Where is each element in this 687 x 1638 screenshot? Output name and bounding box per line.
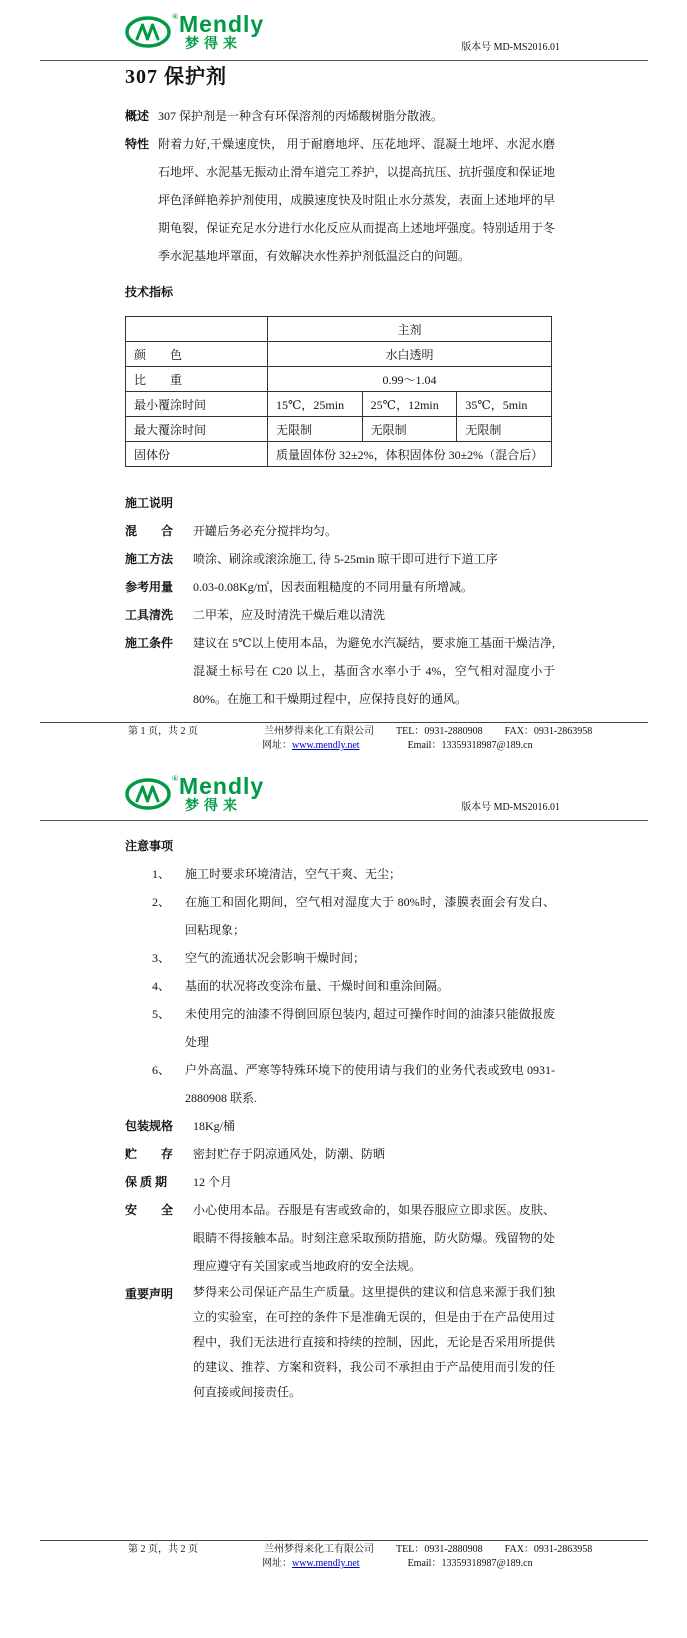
construction-item-label: 施工方法 bbox=[125, 552, 174, 566]
table-cell: 无限制 bbox=[362, 417, 457, 442]
fax-label: FAX：0931-2863958 bbox=[504, 726, 593, 737]
note-number: 2、 bbox=[152, 895, 171, 909]
feature-label: 特性 bbox=[125, 137, 150, 151]
tel-label: TEL：0931-2880908 bbox=[396, 1544, 483, 1555]
note-text: 基面的状况将改变涂布量、干燥时间和重涂间隔。 bbox=[185, 979, 450, 993]
table-cell: 35℃，5min bbox=[457, 392, 552, 417]
tech-spec-heading: 技术指标 bbox=[125, 285, 174, 299]
note-number: 3、 bbox=[152, 951, 171, 965]
table-row bbox=[126, 442, 552, 467]
tech-spec-table bbox=[125, 316, 552, 467]
registered-mark-icon: ® bbox=[172, 12, 178, 21]
construction-item bbox=[125, 545, 555, 573]
note-item bbox=[125, 888, 555, 944]
construction-item bbox=[125, 601, 555, 629]
header-divider bbox=[40, 60, 648, 61]
brand-name-cn: 梦得来 bbox=[184, 37, 242, 52]
important-statement bbox=[125, 1280, 555, 1405]
spec-item bbox=[125, 1196, 555, 1280]
footer-line-1 bbox=[40, 1543, 648, 1557]
overview-row bbox=[125, 102, 555, 130]
website-label: 网址： bbox=[262, 1558, 292, 1569]
spec-item bbox=[125, 1140, 555, 1168]
brand-name-cn: 梦得来 bbox=[184, 799, 242, 814]
document-page-1 bbox=[0, 0, 687, 768]
fax-label: FAX：0931-2863958 bbox=[504, 1544, 593, 1555]
construction-item bbox=[125, 517, 555, 545]
brand-name-en: Mendly bbox=[178, 11, 265, 37]
spec-label: 包装规格 bbox=[125, 1119, 174, 1133]
construction-heading: 施工说明 bbox=[125, 496, 174, 510]
note-text: 未使用完的油漆不得倒回原包装内, 超过可操作时间的油漆只能做报废处理 bbox=[185, 1007, 555, 1049]
note-text: 在施工和固化期间，空气相对湿度大于 80%时，漆膜表面会有发白、回粘现象； bbox=[185, 895, 555, 937]
spec-item bbox=[125, 1168, 555, 1196]
spec-text: 梦得来公司保证产品生产质量。这里提供的建议和信息来源于我们独立的实验室，在可控的条件下是准确无误的，但是由于在产品使用过程中，我们无法进行直接和持续的控制，因此，无论是否采用所提供的建议、推荐、方案和资料，我公司不承担由于产品使用而引发的任何直接或间接责任。 bbox=[193, 1285, 555, 1399]
feature-text: 附着力好,干燥速度快， 用于耐磨地坪、压花地坪、混凝土地坪、水泥水磨石地坪、水泥基无振动止滑车道完工养护，以提高抗压、抗折强度和保证地坪色泽鲜艳养护剂使用，成膜速度快及时阻止水分蒸发，表面上述地坪的早期龟裂，保证充足水分进行水化反应从而提高上述地坪强度。特别适用于冬季水泥基地坪罩面，有效解决水性养护剂低温泛白的问题。 bbox=[158, 137, 555, 263]
table-cell: 无限制 bbox=[457, 417, 552, 442]
email-label: Email：13359318987@189.cn bbox=[407, 740, 533, 751]
table-cell: 15℃，25min bbox=[268, 392, 363, 417]
company-name: 兰州梦得来化工有限公司 bbox=[264, 1544, 374, 1555]
table-cell: 无限制 bbox=[268, 417, 363, 442]
construction-item bbox=[125, 573, 555, 601]
spec-text: 12 个月 bbox=[193, 1175, 233, 1189]
website-link[interactable]: www.mendly.net bbox=[292, 740, 360, 751]
website-link[interactable]: www.mendly.net bbox=[292, 1558, 360, 1569]
table-row bbox=[126, 367, 552, 392]
website-label: 网址： bbox=[262, 740, 292, 751]
table-cell: 质量固体份 32±2%，体积固体份 30±2%（混合后） bbox=[268, 442, 552, 467]
page2-footer bbox=[40, 1540, 648, 1571]
footer-line-2 bbox=[40, 739, 648, 753]
spec-text: 小心使用本品。吞服是有害或致命的，如果吞服应立即求医。皮肤、眼睛不得接触本品。时刻注意采取预防措施，防火防爆。残留物的处理应遵守有关国家或当地政府的安全法规。 bbox=[193, 1203, 555, 1273]
company-name: 兰州梦得来化工有限公司 bbox=[264, 726, 374, 737]
overview-label: 概述 bbox=[125, 109, 150, 123]
note-text: 施工时要求环境清洁，空气干爽、无尘； bbox=[185, 867, 402, 881]
header-divider bbox=[40, 820, 648, 821]
note-item bbox=[125, 1056, 555, 1112]
footer-line-1 bbox=[40, 725, 648, 739]
construction-item-label: 施工条件 bbox=[125, 636, 174, 650]
table-cell: 0.99～1.04 bbox=[268, 367, 552, 392]
mendly-logo-icon bbox=[125, 778, 171, 810]
note-item bbox=[125, 860, 555, 888]
document-page-2 bbox=[0, 768, 687, 1638]
feature-row bbox=[125, 130, 555, 270]
brand-logo bbox=[125, 13, 264, 52]
spec-text: 密封贮存于阴凉通风处，防潮、防晒 bbox=[193, 1147, 386, 1161]
email-label: Email：13359318987@189.cn bbox=[407, 1558, 533, 1569]
overview-text: 307 保护剂是一种含有环保溶剂的丙烯酸树脂分散液。 bbox=[158, 109, 444, 123]
construction-item-text: 喷涂、刷涂或滚涂施工, 待 5-25min 晾干即可进行下道工序 bbox=[193, 552, 498, 566]
note-text: 户外高温、严寒等特殊环境下的使用请与我们的业务代表或致电 0931-2880908 联系. bbox=[185, 1063, 555, 1105]
table-row-label: 最大覆涂时间 bbox=[126, 417, 268, 442]
table-row-label: 比 重 bbox=[126, 367, 268, 392]
page2-content bbox=[125, 832, 555, 1405]
construction-item-text: 开罐后务必充分搅拌均匀。 bbox=[193, 524, 338, 538]
table-row-label: 颜 色 bbox=[126, 342, 268, 367]
table-col-header: 主剂 bbox=[268, 317, 552, 342]
construction-item-text: 0.03-0.08Kg/㎡，因表面粗糙度的不同用量有所增减。 bbox=[193, 580, 473, 594]
brand-logo bbox=[125, 775, 264, 814]
table-cell: 水白透明 bbox=[268, 342, 552, 367]
tel-label: TEL：0931-2880908 bbox=[396, 726, 483, 737]
spec-label: 贮 存 bbox=[125, 1147, 174, 1161]
note-number: 6、 bbox=[152, 1063, 171, 1077]
version-label: 版本号 MD-MS2016.01 bbox=[461, 802, 560, 813]
note-number: 4、 bbox=[152, 979, 171, 993]
page-number: 第 2 页，共 2 页 bbox=[128, 1544, 198, 1555]
version-label: 版本号 MD-MS2016.01 bbox=[461, 42, 560, 53]
spec-label: 重要声明 bbox=[125, 1287, 174, 1301]
construction-item-text: 建议在 5℃以上使用本品，为避免水汽凝结，要求施工基面干燥洁净, 混凝土标号在 C20 以上，基面含水率小于 4%，空气相对湿度小于 80%。在施工和干燥期过程中，应保持良好的通风。 bbox=[193, 636, 555, 706]
page1-content bbox=[125, 64, 555, 713]
note-item bbox=[125, 944, 555, 972]
table-row bbox=[126, 342, 552, 367]
mendly-logo-icon bbox=[125, 16, 171, 48]
table-row bbox=[126, 317, 552, 342]
note-item bbox=[125, 1000, 555, 1056]
note-number: 5、 bbox=[152, 1007, 171, 1021]
note-number: 1、 bbox=[152, 867, 171, 881]
table-cell: 25℃，12min bbox=[362, 392, 457, 417]
spec-item bbox=[125, 1112, 555, 1140]
construction-item-label: 工具清洗 bbox=[125, 608, 174, 622]
construction-item-label: 混 合 bbox=[125, 524, 174, 538]
spec-text: 18Kg/桶 bbox=[193, 1119, 236, 1133]
table-row-label: 固体份 bbox=[126, 442, 268, 467]
table-row bbox=[126, 417, 552, 442]
table-cell-empty bbox=[126, 317, 268, 342]
brand-name-en: Mendly bbox=[178, 773, 265, 799]
construction-item bbox=[125, 629, 555, 713]
table-row bbox=[126, 392, 552, 417]
registered-mark-icon: ® bbox=[172, 774, 178, 783]
notes-heading: 注意事项 bbox=[125, 839, 174, 853]
spec-label: 保 质 期 bbox=[125, 1175, 168, 1189]
table-row-label: 最小覆涂时间 bbox=[126, 392, 268, 417]
brand-text bbox=[179, 13, 264, 52]
footer-line-2 bbox=[40, 1557, 648, 1571]
brand-text bbox=[179, 775, 264, 814]
spec-label: 安 全 bbox=[125, 1203, 174, 1217]
construction-item-label: 参考用量 bbox=[125, 580, 174, 594]
note-text: 空气的流通状况会影响干燥时间； bbox=[185, 951, 366, 965]
product-title: 307 保护剂 bbox=[125, 66, 227, 88]
note-item bbox=[125, 972, 555, 1000]
page1-footer bbox=[40, 722, 648, 753]
construction-item-text: 二甲苯，应及时清洗干燥后难以清洗 bbox=[193, 608, 386, 622]
page-number: 第 1 页，共 2 页 bbox=[128, 726, 198, 737]
